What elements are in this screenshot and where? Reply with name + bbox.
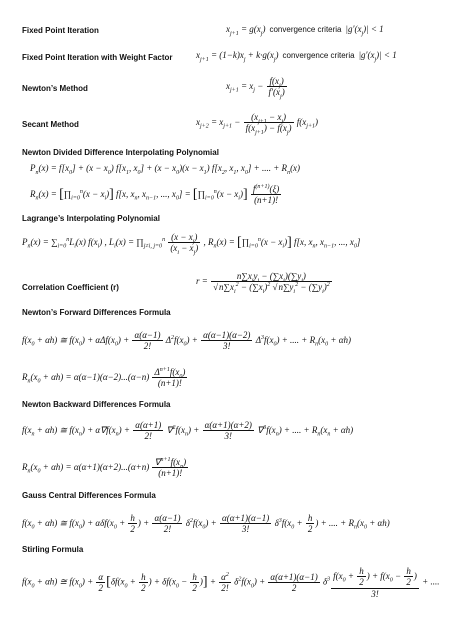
- formula-correlation: r = $\frac{n\sum x_iy_i - (\sum x_i)(\sum y_i)}{√n\sum x_i^2 - (\sum x_i)^2 √n\sum y_i^2 - (\sum y_i)^2}$: [196, 271, 330, 296]
- formula-backward: $f(x_n + \alpha h)$ ≅ $f(x_n) + \alpha\nabla f(x_n)$ + $\frac{\alpha(\alpha+1)}{2!}$ $\nabla^2f(x_n)$ + $\frac{\alpha(\alpha+1)(\alpha+2)}{3!}$ $\nabla^3f(x_n)$ + .... + $R_n(x_n + \alpha h)$: [22, 420, 354, 442]
- section-title-lagrange: Lagrange’s Interpolating Polynomial: [22, 214, 160, 223]
- section-title-newton-backward: Newton Backward Differences Formula: [22, 400, 171, 409]
- criteria-label: convergence criteria: [282, 51, 355, 60]
- formula-stirling: $f(x_0 + \alpha h)$ ≅ $f(x_0)$ + $\frac{\alpha}{2}$ [$\delta f(x_0$ + $\frac{h}{2}$ ) + $\delta f(x_0$ − $\frac{h}{2}$ )] + $\frac{\alpha^2}{2!}$ $\delta^2f(x_0)$ + $\frac{\alpha(\alpha+1)(\alpha-1)}{2}$ $\delta^3$ $f(x_0$ + $\frac{h}{2}$ ) + $f(x_0$ − $\frac{h}{2}$ ) 3! + ....: [22, 566, 440, 599]
- formula-secant-method: $x_{j+2} = x_{j+1}$ − $\frac{(x_{j+1} - x_j)}{f(x_{j+1}) - f(x_j)}$ $f(x_{j+1})$: [196, 112, 319, 137]
- criteria-label: convergence criteria: [269, 25, 342, 34]
- formula-gauss: $f(x_0 + \alpha h)$ ≅ $f(x_0) + \alpha\delta f(x_0$ + $\frac{h}{2}$ ) + $\frac{\alpha(\alpha-1)}{2!}$ $\delta^2f(x_0)$ + $\frac{\alpha(\alpha+1)(\alpha-1)}{3!}$ $\delta^3f(x_0$ + $\frac{h}{2}$ ) + .... + $R_n(x_0 + \alpha h)$: [22, 513, 390, 535]
- formula-newton-method: $x_{j+1} = x_j$ − $\frac{f(x_j)}{f'(x_j)}$: [226, 76, 285, 101]
- section-title-newton-forward: Newton’s Forward Differences Formula: [22, 308, 171, 317]
- section-title-newton-method: Newton’s Method: [22, 84, 88, 93]
- section-title-fixed-point-weight: Fixed Point Iteration with Weight Factor: [22, 53, 173, 62]
- section-title-secant-method: Secant Method: [22, 120, 79, 129]
- section-title-newton-divided: Newton Divided Difference Interpolating Polynomial: [22, 148, 219, 157]
- formula-lagrange: $P_n(x) = \sum_{i=0}^nL_i(x)$ $f(x_i)$ , $L_i(x)$ = $\prod_{j\ne i, j=0}^n$ $\frac{(x - x_j)}{(x_i - x_j)}$ , $R_n(x)$ = $[\prod_{i=0}^n(x - x_i)]$ f[x, $x_n$, $x_{n-1}$, ..., $x_0$]: [22, 232, 361, 257]
- formula-fixed-point-weight: $x_{j+1} = (1-k)x_j + k\cdot g(x_j)$ convergence criteria $|g'(x_j)| < 1$: [196, 50, 397, 63]
- formula-divided-remainder: $R_n(x)$ = $[\prod_{i=0}^n(x - x_i)]$ f[x, $x_n$, $x_{n-1}$, ..., $x_0$] = $[\prod_{i=0}^n(x - x_i)]$ $\frac{f^{(n+1)}(\xi)}{(n+1)!}$: [30, 184, 280, 206]
- formula-fixed-point: $x_{j+1} = g(x_j)$ convergence criteria $|g'(x_j)| < 1$: [226, 24, 384, 37]
- formula-divided-poly: $P_n(x) = f[x_0] + (x - x_0)$ $f[x_1$, $x_0] + (x - x_0)(x - x_1)$ $f[x_2$, $x_1$, $x_0$] + .... + $R_n(x)$: [30, 163, 301, 176]
- formula-forward-remainder: $R_n(x_0 + \alpha h) = \alpha(\alpha-1)(\alpha-2)...(\alpha-n)$ $\frac{\Delta^{n+1}f(x_0)}{(n+1)!}$: [22, 367, 186, 389]
- section-title-fixed-point: Fixed Point Iteration: [22, 26, 99, 35]
- formula-forward: $f(x_0 + \alpha h)$ ≅ $f(x_0) + \alpha\Delta f(x_0)$ + $\frac{\alpha(\alpha-1)}{2!}$ $\Delta^2f(x_0)$ + $\frac{\alpha(\alpha-1)(\alpha-2)}{3!}$ $\Delta^3f(x_0)$ + .... + $R_n(x_0 + \alpha h)$: [22, 330, 351, 352]
- section-title-correlation: Correlation Coefficient (r): [22, 283, 119, 292]
- formula-backward-remainder: $R_n(x_0 + \alpha h) = \alpha(\alpha+1)(\alpha+2)...(\alpha+n)$ $\frac{\nabla^{n+1}f(x_n)}{(n+1)!}$: [22, 457, 187, 479]
- section-title-gauss: Gauss Central Differences Formula: [22, 491, 156, 500]
- section-title-stirling: Stirling Formula: [22, 545, 84, 554]
